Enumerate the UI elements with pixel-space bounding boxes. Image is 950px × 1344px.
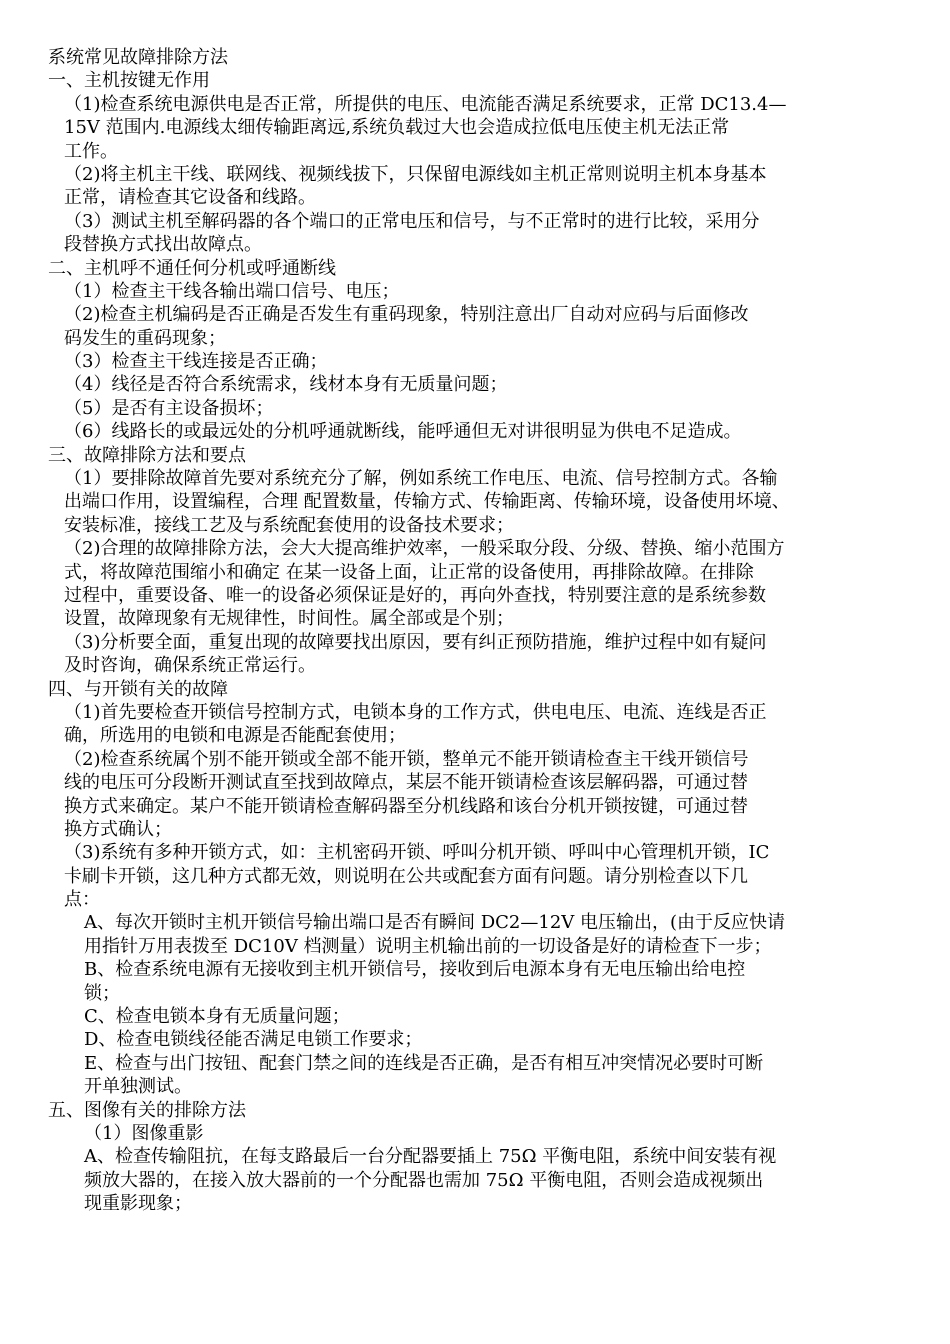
text-line: （4）线径是否符合系统需求，线材本身有无质量问题；: [64, 374, 508, 396]
text-line: （3）检查主干线连接是否正确；: [64, 351, 328, 373]
text-line: 段替换方式找出故障点。: [64, 234, 262, 256]
text-line: 及时咨询，确保系统正常运行。: [64, 655, 316, 677]
text-line: 码发生的重码现象；: [64, 327, 226, 349]
text-line: 现重影现象；: [84, 1193, 192, 1215]
text-line: （2)检查系统属个别不能开锁或全部不能开锁，整单元不能开锁请检查主干线开锁信号: [64, 748, 749, 770]
text-line: （1)检查系统电源供电是否正常，所提供的电压、电流能否满足系统要求，正常 DC13.4—: [64, 93, 787, 115]
text-line: 设置，故障现象有无规律性，时间性。属全部或是个别；: [64, 608, 514, 630]
text-line: 正常，请检查其它设备和线路。: [64, 187, 316, 209]
text-line: （6）线路长的或最远处的分机呼通就断线，能呼通但无对讲很明显为供电不足造成。: [64, 421, 742, 443]
text-line: （2)检查主机编码是否正确是否发生有重码现象，特别注意出厂自动对应码与后面修改: [64, 304, 749, 326]
text-line: （3）测试主机至解码器的各个端口的正常电压和信号，与不正常时的进行比较，采用分: [64, 210, 760, 232]
text-line: C、检查电锁本身有无质量问题；: [84, 1006, 350, 1028]
text-line: 换方式来确定。某户不能开锁请检查解码器至分机线路和该台分机开锁按键，可通过替: [64, 795, 748, 817]
document-body: [48, 46, 910, 1216]
text-line: 出端口作用，设置编程，合理 配置数量，传输方式、传输距离、传输环境，设备使用坏境、: [64, 491, 790, 513]
text-line: （1）检查主干线各输出端口信号、电压；: [64, 280, 400, 302]
text-line: A、每次开锁时主机开锁信号输出端口是否有瞬间 DC2—12V 电压输出，(由于反应快请: [84, 912, 786, 934]
text-line: （2)将主机主干线、联网线、视频线拔下，只保留电源线如主机正常则说明主机本身基本: [64, 163, 767, 185]
text-line: A、检查传输阻抗，在每支路最后一台分配器要插上 75Ω 平衡电阻，系统中间安装有视: [84, 1146, 777, 1168]
text-line: 线的电压可分段断开测试直至找到故障点，某层不能开锁请检查该层解码器，可通过替: [64, 772, 748, 794]
text-line: 过程中，重要设备、唯一的设备必须保证是好的，再向外查找，特别要注意的是系统参数: [64, 584, 766, 606]
text-line: 15V 范围内.电源线太细传输距离远,系统负载过大也会造成拉低电压使主机无法正常: [64, 117, 730, 139]
text-line: 频放大器的，在接入放大器前的一个分配器也需加 75Ω 平衡电阻，否则会造成视频出: [84, 1169, 764, 1191]
text-line: （2)合理的故障排除方法，会大大提高维护效率，一般采取分段、分级、替换、缩小范围方: [64, 538, 785, 560]
text-line: 二、主机呼不通任何分机或呼通断线: [48, 257, 336, 279]
text-line: E、检查与出门按钮、配套门禁之间的连线是否正确，是否有相互冲突情况必要时可断: [84, 1052, 764, 1074]
text-line: （3)分析要全面，重复出现的故障要找出原因，要有纠正预防措施，维护过程中如有疑问: [64, 631, 767, 653]
text-line: 四、与开锁有关的故障: [48, 678, 228, 700]
text-line: 开单独测试。: [84, 1076, 192, 1098]
text-line: 工作。: [64, 140, 118, 162]
text-line: （1)首先要检查开锁信号控制方式，电锁本身的工作方式，供电电压、电流、连线是否正: [64, 701, 767, 723]
text-line: （5）是否有主设备损坏；: [64, 397, 274, 419]
text-line: 锁；: [84, 982, 120, 1004]
text-line: 一、主机按键无作用: [48, 70, 210, 92]
text-line: （1）要排除故障首先要对系统充分了解，例如系统工作电压、电流、信号控制方式。各输: [64, 468, 778, 490]
text-line: 安装标准，接线工艺及与系统配套使用的设备技术要求；: [64, 514, 514, 536]
text-line: （1）图像重影: [84, 1122, 204, 1144]
text-line: B、检查系统电源有无接收到主机开锁信号，接收到后电源本身有无电压输出给电控: [84, 959, 746, 981]
text-line: 三、故障排除方法和要点: [48, 444, 246, 466]
text-line: 换方式确认；: [64, 818, 172, 840]
text-line: D、检查电锁线径能否满足电锁工作要求；: [84, 1029, 423, 1051]
text-line: 用指针万用表拨至 DC10V 档测量）说明主机输出前的一切设备是好的请检查下一步；: [84, 935, 772, 957]
text-line: （3)系统有多种开锁方式，如：主机密码开锁、呼叫分机开锁、呼叫中心管理机开锁，IC: [64, 842, 770, 864]
text-line: 式，将故障范围缩小和确定 在某一设备上面，让正常的设备使用，再排除故障。在排除: [64, 561, 754, 583]
text-line: 卡刷卡开锁，这几种方式都无效，则说明在公共或配套方面有问题。请分别检查以下几: [64, 865, 748, 887]
text-line: 系统常见故障排除方法: [48, 47, 228, 68]
text-line: 确，所选用的电锁和电源是否能配套使用；: [64, 725, 406, 747]
text-line: 点：: [64, 889, 100, 911]
text-line: 五、图像有关的排除方法: [48, 1099, 246, 1121]
